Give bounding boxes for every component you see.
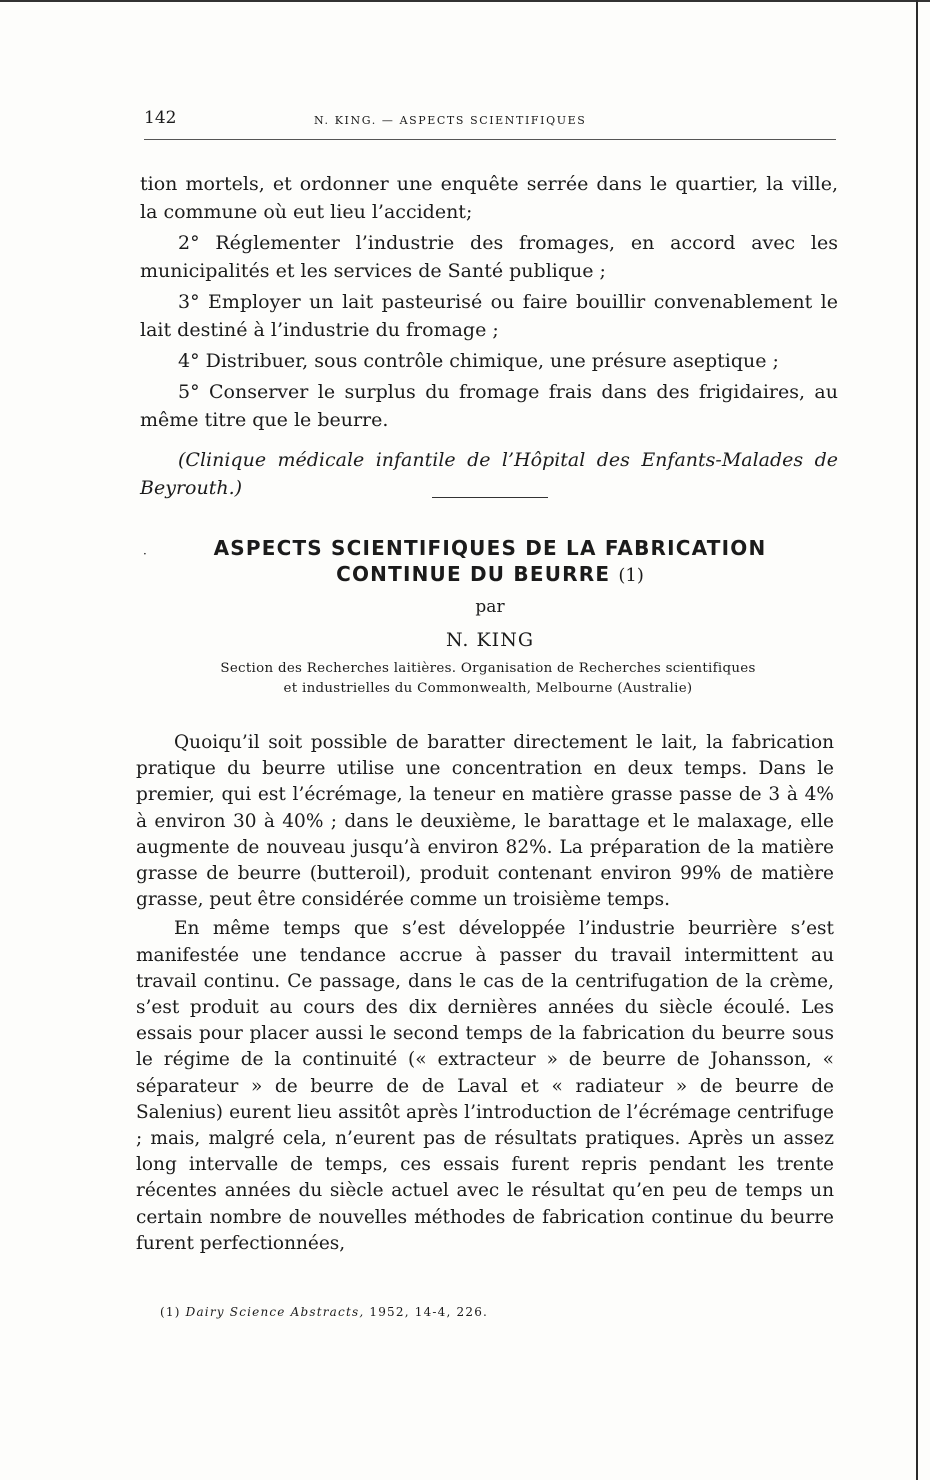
author-name: N. KING: [446, 629, 534, 651]
footnote-journal: Dairy Science Abstracts,: [185, 1305, 365, 1319]
footnote-marker: (1): [160, 1305, 181, 1319]
running-head: N. KING. — ASPECTS SCIENTIFIQUES: [314, 114, 587, 127]
header-rule: [144, 139, 836, 140]
paragraph: tion mortels, et ordonner une enquête serrée dans le quartier, la ville, la commune où eut lieu l’accident;: [140, 173, 838, 223]
page-top-edge: [0, 0, 930, 2]
title-line-2: [140, 561, 840, 589]
title-line-1: ASPECTS SCIENTIFIQUES DE LA FABRICATION: [213, 536, 767, 560]
paragraph: Quoiqu’il soit possible de baratter directement le lait, la fabrication pratique du beurre utilise une concentration en deux temps. Dans le premier, qui est l’écrémage, la teneur en matière grasse passe de 3 à 4% à environ 30 à 40% ; dans le deuxième, le barattage et le malaxage, elle augmente de nouveau jusqu’à environ 82%. La préparation de la matière grasse de beurre (butteroil), produit contenant environ 99% de matière grasse, peut être considérée comme un troisième temps.: [136, 732, 834, 911]
clinic-affiliation: (Clinique médicale infantile de l’Hôpital des Enfants-Malades de Beyrouth.): [140, 449, 838, 499]
previous-article-end: [140, 170, 838, 521]
page-header: [144, 108, 836, 138]
page-right-edge: [916, 0, 918, 1480]
list-item: 5° Conserver le surplus du fromage frais dans des frigidaires, au même titre que le beurre.: [140, 381, 838, 431]
footnote-citation: 1952, 14-4, 226.: [369, 1305, 489, 1319]
list-item: 3° Employer un lait pasteurisé ou faire bouillir convenablement le lait destiné à l’industrie du fromage ;: [140, 291, 838, 341]
section-separator: [432, 497, 548, 498]
byline-par: par: [475, 597, 505, 617]
author-affiliation: [136, 659, 840, 699]
list-item: 4° Distribuer, sous contrôle chimique, une présure aseptique ;: [178, 350, 779, 372]
page-number: 142: [144, 108, 177, 128]
title-line-2-text: CONTINUE DU BEURRE: [336, 562, 611, 586]
article-title: [140, 535, 840, 589]
footnote: [160, 1305, 488, 1319]
paragraph: En même temps que s’est développée l’industrie beurrière s’est manifestée une tendance accrue à passer du travail intermittent au travail continu. Ce passage, dans le cas de la centrifugation de la crème, s’est produit au cours des dix dernières années du siècle écoulé. Les essais pour placer aussi le second temps de la fabrication du beurre sous le régime de la continuité (« extracteur » de beurre de Johansson, « séparateur » de beurre de de Laval et « radiateur » de beurre de Salenius) eurent lieu assitôt après l’introduction de l’écrémage centrifuge ; mais, malgré cela, n’eurent pas de résultats pratiques. Après un assez long intervalle de temps, ces essais furent repris pendant les trente récentes années du siècle actuel avec le résultat qu’en peu de temps un certain nombre de nouvelles méthodes de fabrication continue du beurre furent perfectionnées,: [136, 918, 834, 1254]
affiliation-line-2: et industrielles du Commonwealth, Melbourne (Australie): [283, 681, 693, 696]
affiliation-line-1: Section des Recherches laitières. Organisation de Recherches scientifiques: [220, 661, 756, 676]
list-item: 2° Réglementer l’industrie des fromages, en accord avec les municipalités et les services de Santé publique ;: [140, 232, 838, 282]
article-body: [136, 730, 834, 1257]
margin-dot: ·: [143, 547, 147, 561]
footnote-marker: (1): [618, 565, 644, 586]
